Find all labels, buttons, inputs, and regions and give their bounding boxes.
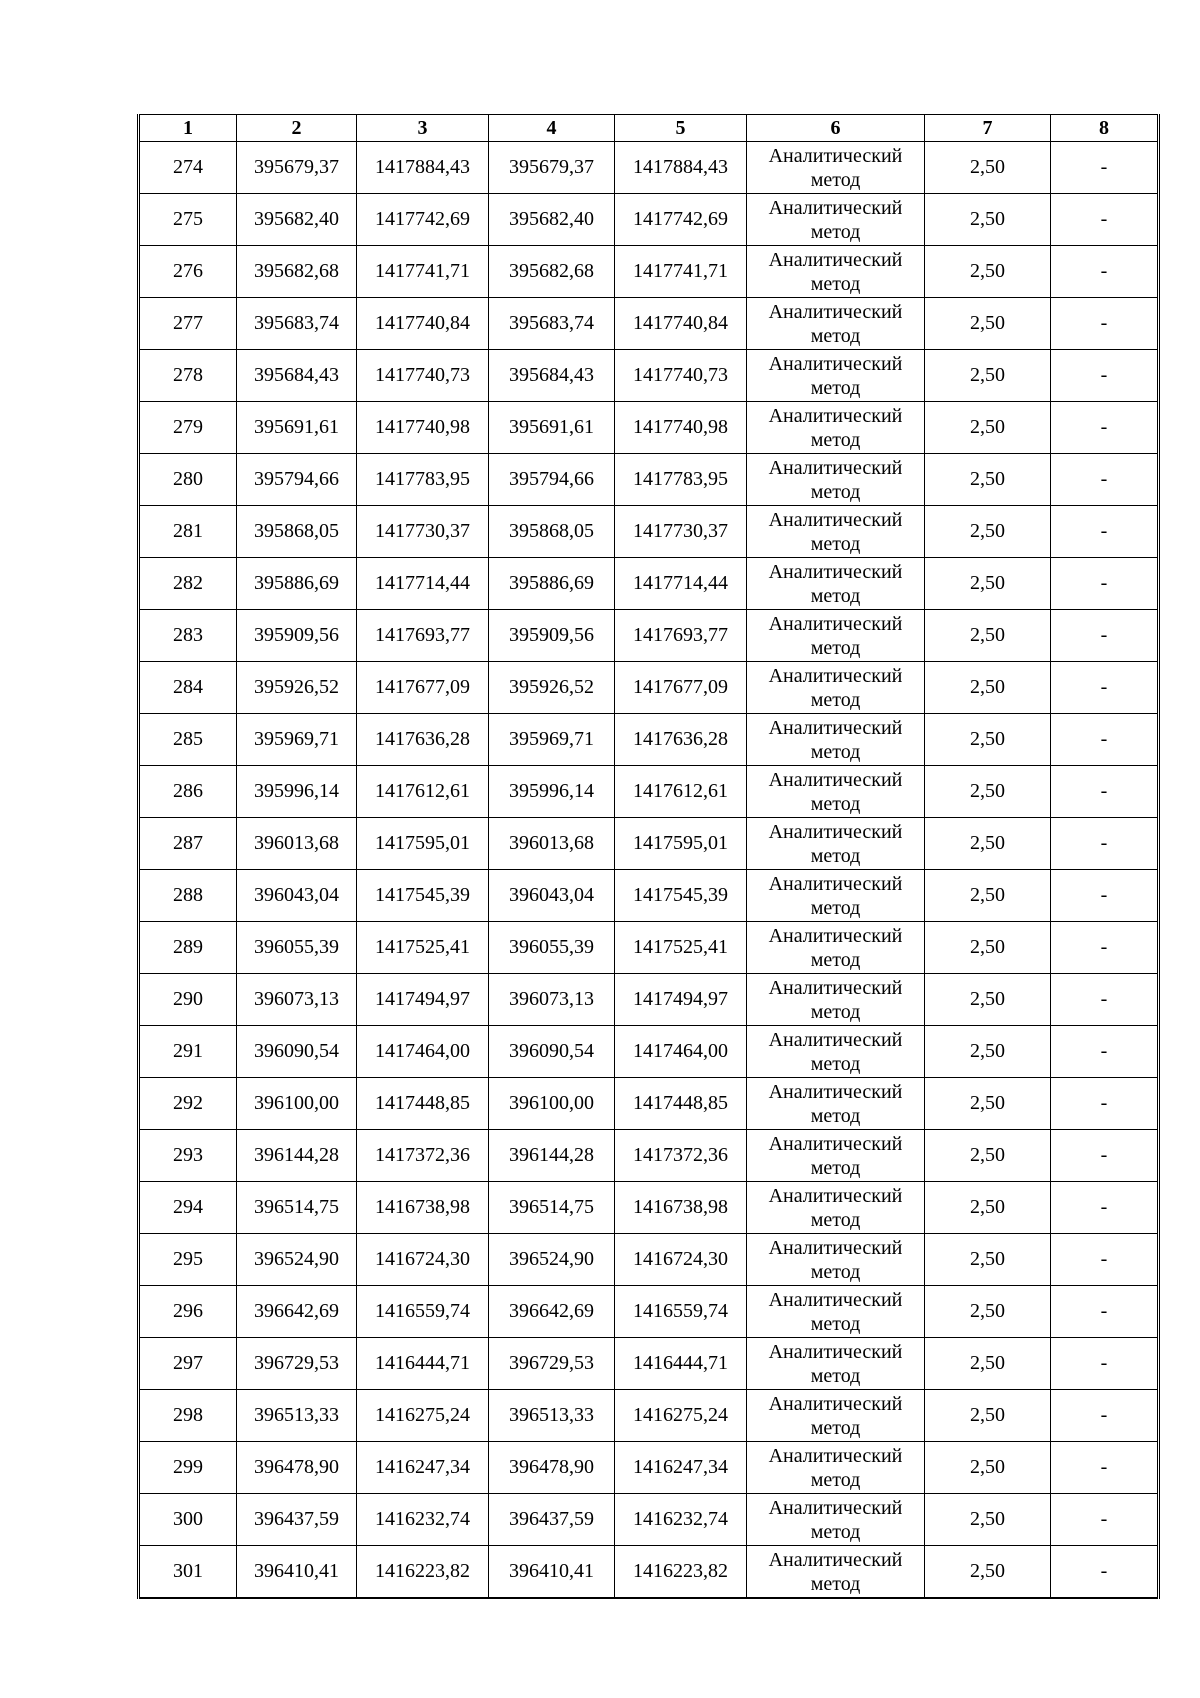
table-row	[139, 1234, 1159, 1286]
x-coordinate-cell: 395682,40	[237, 194, 357, 246]
y-coordinate-cell: 1416275,24	[357, 1390, 489, 1442]
accuracy-cell: 2,50	[925, 662, 1051, 714]
x-coordinate-cell: 395683,74	[237, 298, 357, 350]
accuracy-cell: 2,50	[925, 1338, 1051, 1390]
note-cell: -	[1051, 506, 1159, 558]
x-coordinate-cell: 395868,05	[237, 506, 357, 558]
point-number-cell: 284	[139, 662, 237, 714]
method-cell: Аналитический метод	[747, 1078, 925, 1130]
y-coordinate-2-cell: 1417448,85	[615, 1078, 747, 1130]
point-number-cell: 274	[139, 142, 237, 194]
header-row	[139, 115, 1159, 142]
y-coordinate-cell: 1417740,98	[357, 402, 489, 454]
method-cell: Аналитический метод	[747, 350, 925, 402]
x-coordinate-cell: 396090,54	[237, 1026, 357, 1078]
x-coordinate-cell: 395996,14	[237, 766, 357, 818]
note-cell: -	[1051, 922, 1159, 974]
x-coordinate-cell: 395684,43	[237, 350, 357, 402]
method-cell: Аналитический метод	[747, 1286, 925, 1338]
y-coordinate-cell: 1416247,34	[357, 1442, 489, 1494]
point-number-cell: 291	[139, 1026, 237, 1078]
method-cell: Аналитический метод	[747, 142, 925, 194]
column-header-1: 1	[139, 115, 237, 142]
x-coordinate-2-cell: 396144,28	[489, 1130, 615, 1182]
table-header	[139, 115, 1159, 142]
note-cell: -	[1051, 298, 1159, 350]
x-coordinate-cell: 396144,28	[237, 1130, 357, 1182]
point-number-cell: 290	[139, 974, 237, 1026]
point-number-cell: 300	[139, 1494, 237, 1546]
note-cell: -	[1051, 1442, 1159, 1494]
note-cell: -	[1051, 194, 1159, 246]
method-cell: Аналитический метод	[747, 870, 925, 922]
x-coordinate-2-cell: 395794,66	[489, 454, 615, 506]
method-cell: Аналитический метод	[747, 506, 925, 558]
x-coordinate-cell: 396100,00	[237, 1078, 357, 1130]
table-row	[139, 298, 1159, 350]
x-coordinate-2-cell: 395682,68	[489, 246, 615, 298]
table-row	[139, 1494, 1159, 1546]
x-coordinate-cell: 395679,37	[237, 142, 357, 194]
x-coordinate-cell: 395909,56	[237, 610, 357, 662]
y-coordinate-cell: 1417612,61	[357, 766, 489, 818]
y-coordinate-cell: 1417741,71	[357, 246, 489, 298]
method-cell: Аналитический метод	[747, 1130, 925, 1182]
y-coordinate-cell: 1417740,73	[357, 350, 489, 402]
method-cell: Аналитический метод	[747, 1494, 925, 1546]
y-coordinate-2-cell: 1417783,95	[615, 454, 747, 506]
note-cell: -	[1051, 558, 1159, 610]
table-row	[139, 246, 1159, 298]
x-coordinate-2-cell: 396013,68	[489, 818, 615, 870]
x-coordinate-cell: 396729,53	[237, 1338, 357, 1390]
accuracy-cell: 2,50	[925, 246, 1051, 298]
table-body	[139, 142, 1159, 1599]
method-cell: Аналитический метод	[747, 1234, 925, 1286]
note-cell: -	[1051, 1234, 1159, 1286]
y-coordinate-2-cell: 1417740,73	[615, 350, 747, 402]
table-row	[139, 506, 1159, 558]
y-coordinate-cell: 1417545,39	[357, 870, 489, 922]
accuracy-cell: 2,50	[925, 1546, 1051, 1599]
y-coordinate-cell: 1417742,69	[357, 194, 489, 246]
x-coordinate-2-cell: 396090,54	[489, 1026, 615, 1078]
y-coordinate-2-cell: 1417740,84	[615, 298, 747, 350]
y-coordinate-cell: 1417464,00	[357, 1026, 489, 1078]
note-cell: -	[1051, 246, 1159, 298]
note-cell: -	[1051, 142, 1159, 194]
x-coordinate-2-cell: 396514,75	[489, 1182, 615, 1234]
x-coordinate-2-cell: 396410,41	[489, 1546, 615, 1599]
x-coordinate-cell: 396055,39	[237, 922, 357, 974]
point-number-cell: 282	[139, 558, 237, 610]
point-number-cell: 279	[139, 402, 237, 454]
point-number-cell: 277	[139, 298, 237, 350]
accuracy-cell: 2,50	[925, 1182, 1051, 1234]
table-row	[139, 1286, 1159, 1338]
column-header-7: 7	[925, 115, 1051, 142]
accuracy-cell: 2,50	[925, 974, 1051, 1026]
y-coordinate-2-cell: 1417636,28	[615, 714, 747, 766]
x-coordinate-2-cell: 396073,13	[489, 974, 615, 1026]
table-row	[139, 194, 1159, 246]
y-coordinate-cell: 1417525,41	[357, 922, 489, 974]
x-coordinate-cell: 396513,33	[237, 1390, 357, 1442]
note-cell: -	[1051, 714, 1159, 766]
method-cell: Аналитический метод	[747, 194, 925, 246]
x-coordinate-2-cell: 395682,40	[489, 194, 615, 246]
x-coordinate-2-cell: 395969,71	[489, 714, 615, 766]
accuracy-cell: 2,50	[925, 818, 1051, 870]
method-cell: Аналитический метод	[747, 1442, 925, 1494]
x-coordinate-2-cell: 395926,52	[489, 662, 615, 714]
point-number-cell: 293	[139, 1130, 237, 1182]
y-coordinate-2-cell: 1416724,30	[615, 1234, 747, 1286]
accuracy-cell: 2,50	[925, 1078, 1051, 1130]
note-cell: -	[1051, 1494, 1159, 1546]
point-number-cell: 297	[139, 1338, 237, 1390]
method-cell: Аналитический метод	[747, 610, 925, 662]
note-cell: -	[1051, 610, 1159, 662]
y-coordinate-2-cell: 1417884,43	[615, 142, 747, 194]
column-header-5: 5	[615, 115, 747, 142]
accuracy-cell: 2,50	[925, 1442, 1051, 1494]
x-coordinate-cell: 395886,69	[237, 558, 357, 610]
note-cell: -	[1051, 1338, 1159, 1390]
x-coordinate-2-cell: 396100,00	[489, 1078, 615, 1130]
method-cell: Аналитический метод	[747, 818, 925, 870]
table-row	[139, 922, 1159, 974]
note-cell: -	[1051, 1130, 1159, 1182]
note-cell: -	[1051, 766, 1159, 818]
point-number-cell: 278	[139, 350, 237, 402]
x-coordinate-2-cell: 396055,39	[489, 922, 615, 974]
x-coordinate-cell: 396043,04	[237, 870, 357, 922]
y-coordinate-cell: 1417884,43	[357, 142, 489, 194]
method-cell: Аналитический метод	[747, 1182, 925, 1234]
method-cell: Аналитический метод	[747, 558, 925, 610]
accuracy-cell: 2,50	[925, 194, 1051, 246]
table-row	[139, 1546, 1159, 1599]
point-number-cell: 285	[139, 714, 237, 766]
method-cell: Аналитический метод	[747, 298, 925, 350]
table-row	[139, 350, 1159, 402]
accuracy-cell: 2,50	[925, 142, 1051, 194]
point-number-cell: 281	[139, 506, 237, 558]
x-coordinate-cell: 396524,90	[237, 1234, 357, 1286]
y-coordinate-2-cell: 1417677,09	[615, 662, 747, 714]
method-cell: Аналитический метод	[747, 1390, 925, 1442]
x-coordinate-cell: 396437,59	[237, 1494, 357, 1546]
table-row	[139, 766, 1159, 818]
x-coordinate-2-cell: 395868,05	[489, 506, 615, 558]
point-number-cell: 296	[139, 1286, 237, 1338]
y-coordinate-cell: 1417677,09	[357, 662, 489, 714]
y-coordinate-cell: 1417740,84	[357, 298, 489, 350]
coordinates-table	[137, 114, 1160, 1599]
note-cell: -	[1051, 1286, 1159, 1338]
column-header-3: 3	[357, 115, 489, 142]
table-row	[139, 402, 1159, 454]
method-cell: Аналитический метод	[747, 402, 925, 454]
accuracy-cell: 2,50	[925, 454, 1051, 506]
table-row	[139, 974, 1159, 1026]
accuracy-cell: 2,50	[925, 506, 1051, 558]
y-coordinate-2-cell: 1417740,98	[615, 402, 747, 454]
y-coordinate-2-cell: 1417612,61	[615, 766, 747, 818]
accuracy-cell: 2,50	[925, 1130, 1051, 1182]
note-cell: -	[1051, 818, 1159, 870]
table-row	[139, 1078, 1159, 1130]
point-number-cell: 280	[139, 454, 237, 506]
table-row	[139, 870, 1159, 922]
x-coordinate-cell: 396073,13	[237, 974, 357, 1026]
accuracy-cell: 2,50	[925, 1494, 1051, 1546]
accuracy-cell: 2,50	[925, 298, 1051, 350]
point-number-cell: 289	[139, 922, 237, 974]
y-coordinate-cell: 1417595,01	[357, 818, 489, 870]
y-coordinate-2-cell: 1417545,39	[615, 870, 747, 922]
y-coordinate-2-cell: 1417714,44	[615, 558, 747, 610]
note-cell: -	[1051, 1390, 1159, 1442]
note-cell: -	[1051, 1026, 1159, 1078]
column-header-6: 6	[747, 115, 925, 142]
y-coordinate-cell: 1416724,30	[357, 1234, 489, 1286]
method-cell: Аналитический метод	[747, 662, 925, 714]
y-coordinate-2-cell: 1416444,71	[615, 1338, 747, 1390]
y-coordinate-cell: 1417494,97	[357, 974, 489, 1026]
y-coordinate-2-cell: 1416247,34	[615, 1442, 747, 1494]
point-number-cell: 294	[139, 1182, 237, 1234]
y-coordinate-cell: 1416559,74	[357, 1286, 489, 1338]
x-coordinate-cell: 396013,68	[237, 818, 357, 870]
point-number-cell: 295	[139, 1234, 237, 1286]
x-coordinate-2-cell: 396513,33	[489, 1390, 615, 1442]
point-number-cell: 283	[139, 610, 237, 662]
accuracy-cell: 2,50	[925, 1286, 1051, 1338]
accuracy-cell: 2,50	[925, 714, 1051, 766]
y-coordinate-2-cell: 1417464,00	[615, 1026, 747, 1078]
method-cell: Аналитический метод	[747, 714, 925, 766]
method-cell: Аналитический метод	[747, 974, 925, 1026]
table-row	[139, 142, 1159, 194]
note-cell: -	[1051, 454, 1159, 506]
point-number-cell: 298	[139, 1390, 237, 1442]
y-coordinate-cell: 1416738,98	[357, 1182, 489, 1234]
x-coordinate-cell: 395682,68	[237, 246, 357, 298]
y-coordinate-2-cell: 1417741,71	[615, 246, 747, 298]
y-coordinate-2-cell: 1416223,82	[615, 1546, 747, 1599]
point-number-cell: 299	[139, 1442, 237, 1494]
y-coordinate-2-cell: 1417730,37	[615, 506, 747, 558]
y-coordinate-cell: 1416232,74	[357, 1494, 489, 1546]
y-coordinate-2-cell: 1416738,98	[615, 1182, 747, 1234]
x-coordinate-2-cell: 395679,37	[489, 142, 615, 194]
accuracy-cell: 2,50	[925, 402, 1051, 454]
method-cell: Аналитический метод	[747, 1546, 925, 1599]
x-coordinate-cell: 395969,71	[237, 714, 357, 766]
accuracy-cell: 2,50	[925, 870, 1051, 922]
x-coordinate-cell: 396478,90	[237, 1442, 357, 1494]
x-coordinate-cell: 396410,41	[237, 1546, 357, 1599]
note-cell: -	[1051, 1546, 1159, 1599]
y-coordinate-cell: 1417372,36	[357, 1130, 489, 1182]
table-row	[139, 1130, 1159, 1182]
accuracy-cell: 2,50	[925, 1234, 1051, 1286]
y-coordinate-2-cell: 1417525,41	[615, 922, 747, 974]
y-coordinate-cell: 1417783,95	[357, 454, 489, 506]
table-row	[139, 454, 1159, 506]
x-coordinate-cell: 395691,61	[237, 402, 357, 454]
y-coordinate-2-cell: 1417372,36	[615, 1130, 747, 1182]
method-cell: Аналитический метод	[747, 246, 925, 298]
method-cell: Аналитический метод	[747, 454, 925, 506]
note-cell: -	[1051, 1078, 1159, 1130]
y-coordinate-cell: 1417636,28	[357, 714, 489, 766]
accuracy-cell: 2,50	[925, 610, 1051, 662]
table-row	[139, 1390, 1159, 1442]
x-coordinate-2-cell: 396524,90	[489, 1234, 615, 1286]
method-cell: Аналитический метод	[747, 922, 925, 974]
method-cell: Аналитический метод	[747, 1026, 925, 1078]
table-row	[139, 1026, 1159, 1078]
y-coordinate-2-cell: 1416559,74	[615, 1286, 747, 1338]
y-coordinate-cell: 1416444,71	[357, 1338, 489, 1390]
x-coordinate-2-cell: 396478,90	[489, 1442, 615, 1494]
table-row	[139, 1442, 1159, 1494]
x-coordinate-cell: 395794,66	[237, 454, 357, 506]
x-coordinate-cell: 395926,52	[237, 662, 357, 714]
point-number-cell: 275	[139, 194, 237, 246]
point-number-cell: 288	[139, 870, 237, 922]
y-coordinate-2-cell: 1417595,01	[615, 818, 747, 870]
table-row	[139, 818, 1159, 870]
y-coordinate-cell: 1417693,77	[357, 610, 489, 662]
method-cell: Аналитический метод	[747, 1338, 925, 1390]
x-coordinate-cell: 396642,69	[237, 1286, 357, 1338]
table-row	[139, 558, 1159, 610]
x-coordinate-2-cell: 395691,61	[489, 402, 615, 454]
accuracy-cell: 2,50	[925, 1390, 1051, 1442]
x-coordinate-2-cell: 395909,56	[489, 610, 615, 662]
y-coordinate-cell: 1417730,37	[357, 506, 489, 558]
y-coordinate-2-cell: 1417742,69	[615, 194, 747, 246]
x-coordinate-2-cell: 396642,69	[489, 1286, 615, 1338]
x-coordinate-2-cell: 396437,59	[489, 1494, 615, 1546]
y-coordinate-2-cell: 1416232,74	[615, 1494, 747, 1546]
column-header-8: 8	[1051, 115, 1159, 142]
table-row	[139, 714, 1159, 766]
x-coordinate-2-cell: 395684,43	[489, 350, 615, 402]
point-number-cell: 276	[139, 246, 237, 298]
accuracy-cell: 2,50	[925, 766, 1051, 818]
accuracy-cell: 2,50	[925, 558, 1051, 610]
point-number-cell: 287	[139, 818, 237, 870]
accuracy-cell: 2,50	[925, 1026, 1051, 1078]
y-coordinate-cell: 1417448,85	[357, 1078, 489, 1130]
x-coordinate-2-cell: 396729,53	[489, 1338, 615, 1390]
note-cell: -	[1051, 402, 1159, 454]
table-row	[139, 1338, 1159, 1390]
x-coordinate-cell: 396514,75	[237, 1182, 357, 1234]
x-coordinate-2-cell: 395886,69	[489, 558, 615, 610]
column-header-2: 2	[237, 115, 357, 142]
table-row	[139, 1182, 1159, 1234]
accuracy-cell: 2,50	[925, 350, 1051, 402]
point-number-cell: 292	[139, 1078, 237, 1130]
table-row	[139, 662, 1159, 714]
column-header-4: 4	[489, 115, 615, 142]
point-number-cell: 286	[139, 766, 237, 818]
note-cell: -	[1051, 974, 1159, 1026]
y-coordinate-cell: 1416223,82	[357, 1546, 489, 1599]
x-coordinate-2-cell: 395996,14	[489, 766, 615, 818]
y-coordinate-cell: 1417714,44	[357, 558, 489, 610]
x-coordinate-2-cell: 395683,74	[489, 298, 615, 350]
y-coordinate-2-cell: 1416275,24	[615, 1390, 747, 1442]
note-cell: -	[1051, 870, 1159, 922]
x-coordinate-2-cell: 396043,04	[489, 870, 615, 922]
note-cell: -	[1051, 350, 1159, 402]
point-number-cell: 301	[139, 1546, 237, 1599]
note-cell: -	[1051, 662, 1159, 714]
y-coordinate-2-cell: 1417693,77	[615, 610, 747, 662]
note-cell: -	[1051, 1182, 1159, 1234]
table-row	[139, 610, 1159, 662]
method-cell: Аналитический метод	[747, 766, 925, 818]
accuracy-cell: 2,50	[925, 922, 1051, 974]
y-coordinate-2-cell: 1417494,97	[615, 974, 747, 1026]
